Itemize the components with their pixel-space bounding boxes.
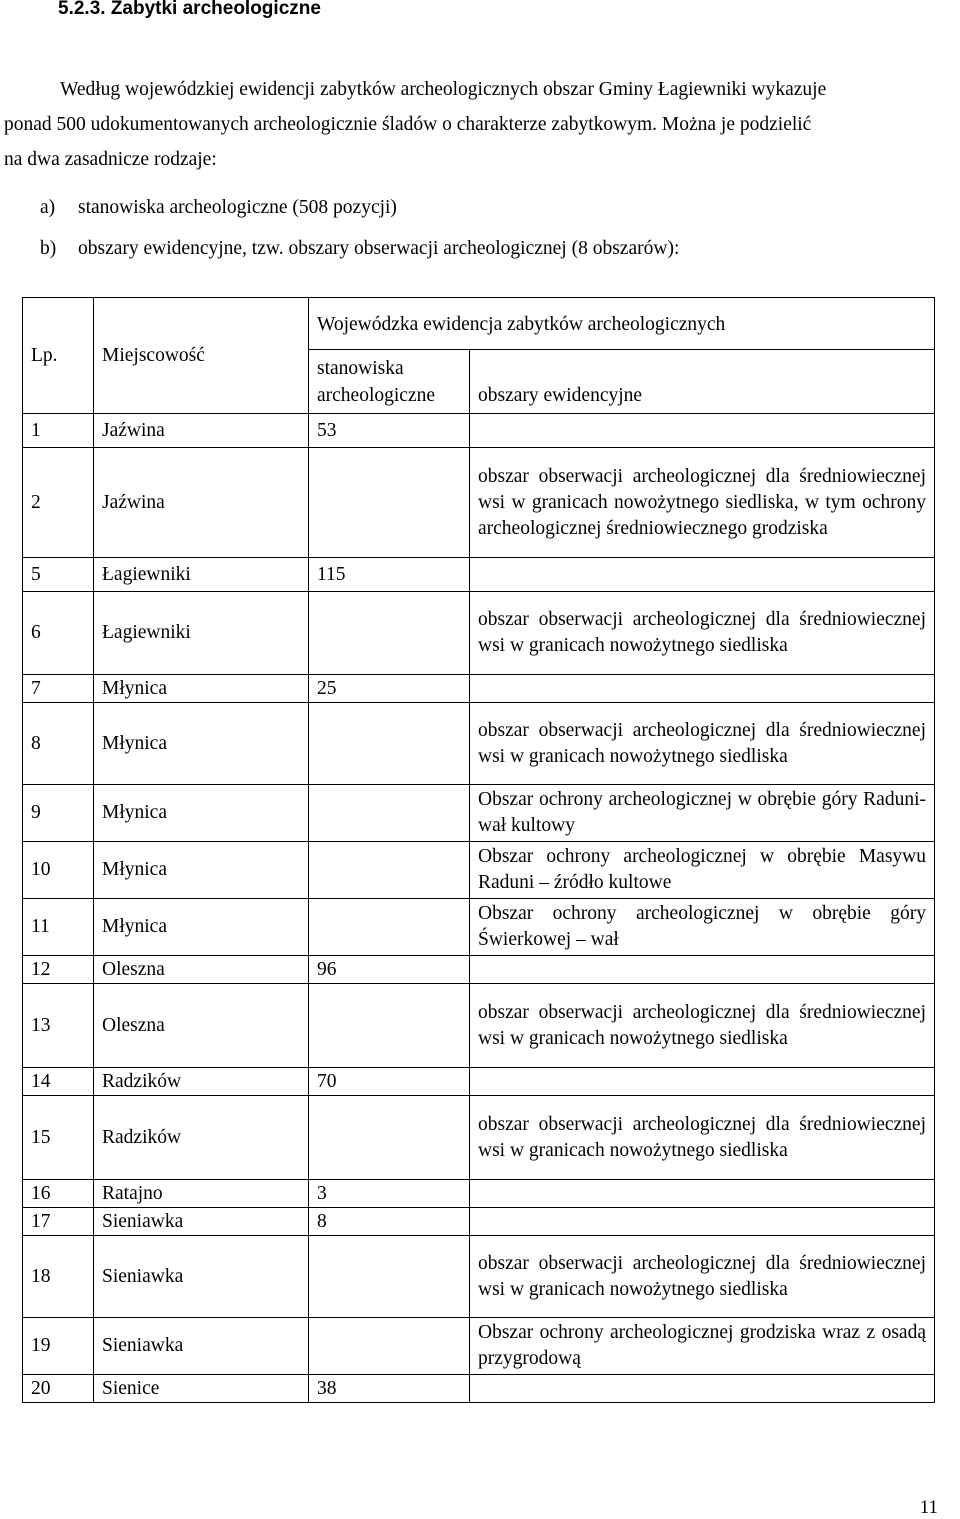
cell-area bbox=[470, 1180, 935, 1208]
cell-place: Młynica bbox=[94, 785, 309, 842]
cell-sites bbox=[309, 1236, 470, 1318]
cell-area: obszar obserwacji archeologicznej dla średniowiecznej wsi w granicach nowożytnego siedliska bbox=[470, 984, 935, 1068]
cell-lp: 13 bbox=[23, 984, 94, 1068]
table-row bbox=[23, 785, 935, 842]
cell-lp: 16 bbox=[23, 1180, 94, 1208]
header-sites: stanowiska archeologiczne bbox=[309, 350, 470, 414]
cell-area bbox=[470, 414, 935, 448]
cell-place: Łagiewniki bbox=[94, 592, 309, 675]
table-row bbox=[23, 703, 935, 785]
page-number: 11 bbox=[919, 1497, 938, 1518]
list-item bbox=[40, 190, 397, 225]
cell-lp: 15 bbox=[23, 1096, 94, 1180]
table-row bbox=[23, 984, 935, 1068]
cell-sites: 115 bbox=[309, 558, 470, 592]
list-item-text: obszary ewidencyjne, tzw. obszary obserwacji archeologicznej (8 obszarów): bbox=[78, 238, 680, 259]
table-row bbox=[23, 1208, 935, 1236]
cell-lp: 18 bbox=[23, 1236, 94, 1318]
table-row bbox=[23, 558, 935, 592]
cell-place: Sieniawka bbox=[94, 1236, 309, 1318]
cell-place: Jaźwina bbox=[94, 414, 309, 448]
cell-place: Łagiewniki bbox=[94, 558, 309, 592]
cell-area bbox=[470, 956, 935, 984]
cell-sites: 96 bbox=[309, 956, 470, 984]
list-item bbox=[40, 231, 679, 266]
cell-area: Obszar ochrony archeologicznej grodziska wraz z osadą przygrodową bbox=[470, 1318, 935, 1375]
cell-place: Sieniawka bbox=[94, 1208, 309, 1236]
cell-place: Młynica bbox=[94, 842, 309, 899]
header-place: Miejscowość bbox=[94, 298, 309, 414]
cell-lp: 10 bbox=[23, 842, 94, 899]
table-row bbox=[23, 842, 935, 899]
monuments-table bbox=[22, 297, 935, 1403]
cell-area: obszar obserwacji archeologicznej dla średniowiecznej wsi w granicach nowożytnego siedliska, w tym ochrony archeologicznej średniowiecznego grodziska bbox=[470, 448, 935, 558]
cell-place: Sienice bbox=[94, 1375, 309, 1403]
cell-lp: 2 bbox=[23, 448, 94, 558]
cell-lp: 17 bbox=[23, 1208, 94, 1236]
cell-area: Obszar ochrony archeologicznej w obrębie góry Świerkowej – wał bbox=[470, 899, 935, 956]
table-row bbox=[23, 1096, 935, 1180]
intro-line-3: na dwa zasadnicze rodzaje: bbox=[4, 149, 217, 170]
list-item-text: stanowiska archeologiczne (508 pozycji) bbox=[78, 197, 397, 218]
cell-lp: 14 bbox=[23, 1068, 94, 1096]
cell-area: obszar obserwacji archeologicznej dla średniowiecznej wsi w granicach nowożytnego siedliska bbox=[470, 703, 935, 785]
cell-sites: 70 bbox=[309, 1068, 470, 1096]
intro-line-2: ponad 500 udokumentowanych archeologicznie śladów o charakterze zabytkowym. Można je podzielić bbox=[4, 114, 812, 135]
cell-sites bbox=[309, 899, 470, 956]
table-row bbox=[23, 414, 935, 448]
table-row bbox=[23, 956, 935, 984]
cell-sites: 8 bbox=[309, 1208, 470, 1236]
cell-sites bbox=[309, 1096, 470, 1180]
table-row bbox=[23, 1318, 935, 1375]
header-lp: Lp. bbox=[23, 298, 94, 414]
cell-place: Oleszna bbox=[94, 984, 309, 1068]
cell-sites: 3 bbox=[309, 1180, 470, 1208]
cell-area: Obszar ochrony archeologicznej w obrębie Masywu Raduni – źródło kultowe bbox=[470, 842, 935, 899]
cell-place: Radzików bbox=[94, 1096, 309, 1180]
cell-lp: 20 bbox=[23, 1375, 94, 1403]
table-row bbox=[23, 1068, 935, 1096]
cell-sites: 25 bbox=[309, 675, 470, 703]
cell-lp: 5 bbox=[23, 558, 94, 592]
cell-sites bbox=[309, 984, 470, 1068]
cell-place: Młynica bbox=[94, 703, 309, 785]
header-group: Wojewódzka ewidencja zabytków archeologicznych bbox=[309, 298, 935, 350]
list-item-label: b) bbox=[40, 238, 57, 259]
cell-area bbox=[470, 1375, 935, 1403]
cell-area bbox=[470, 558, 935, 592]
cell-place: Radzików bbox=[94, 1068, 309, 1096]
cell-area: obszar obserwacji archeologicznej dla średniowiecznej wsi w granicach nowożytnego siedliska bbox=[470, 1096, 935, 1180]
cell-sites bbox=[309, 842, 470, 899]
cell-lp: 1 bbox=[23, 414, 94, 448]
cell-place: Oleszna bbox=[94, 956, 309, 984]
cell-area: obszar obserwacji archeologicznej dla średniowiecznej wsi w granicach nowożytnego siedliska bbox=[470, 1236, 935, 1318]
table-row bbox=[23, 1180, 935, 1208]
cell-lp: 6 bbox=[23, 592, 94, 675]
cell-place: Sieniawka bbox=[94, 1318, 309, 1375]
cell-sites bbox=[309, 703, 470, 785]
table-row bbox=[23, 1236, 935, 1318]
cell-area bbox=[470, 675, 935, 703]
cell-place: Młynica bbox=[94, 899, 309, 956]
cell-sites bbox=[309, 592, 470, 675]
table-row bbox=[23, 899, 935, 956]
list-item-label: a) bbox=[40, 197, 56, 218]
cell-area: Obszar ochrony archeologicznej w obrębie góry Raduni-wał kultowy bbox=[470, 785, 935, 842]
table-row bbox=[23, 675, 935, 703]
table-row bbox=[23, 1375, 935, 1403]
cell-sites bbox=[309, 785, 470, 842]
monuments-table-wrapper bbox=[22, 297, 935, 1403]
cell-lp: 19 bbox=[23, 1318, 94, 1375]
table-row bbox=[23, 592, 935, 675]
cell-lp: 9 bbox=[23, 785, 94, 842]
cell-area: obszar obserwacji archeologicznej dla średniowiecznej wsi w granicach nowożytnego siedliska bbox=[470, 592, 935, 675]
cell-sites bbox=[309, 1318, 470, 1375]
header-areas: obszary ewidencyjne bbox=[470, 350, 935, 414]
cell-sites bbox=[309, 448, 470, 558]
cell-area bbox=[470, 1208, 935, 1236]
cell-lp: 7 bbox=[23, 675, 94, 703]
cell-place: Jaźwina bbox=[94, 448, 309, 558]
intro-line-1: Według wojewódzkiej ewidencji zabytków archeologicznych obszar Gminy Łagiewniki wykazuje bbox=[60, 79, 827, 100]
cell-sites: 38 bbox=[309, 1375, 470, 1403]
cell-place: Ratajno bbox=[94, 1180, 309, 1208]
cell-place: Młynica bbox=[94, 675, 309, 703]
cell-sites: 53 bbox=[309, 414, 470, 448]
cell-lp: 12 bbox=[23, 956, 94, 984]
cell-area bbox=[470, 1068, 935, 1096]
table-row bbox=[23, 448, 935, 558]
section-heading: 5.2.3. Zabytki archeologiczne bbox=[58, 0, 321, 19]
cell-lp: 8 bbox=[23, 703, 94, 785]
cell-lp: 11 bbox=[23, 899, 94, 956]
